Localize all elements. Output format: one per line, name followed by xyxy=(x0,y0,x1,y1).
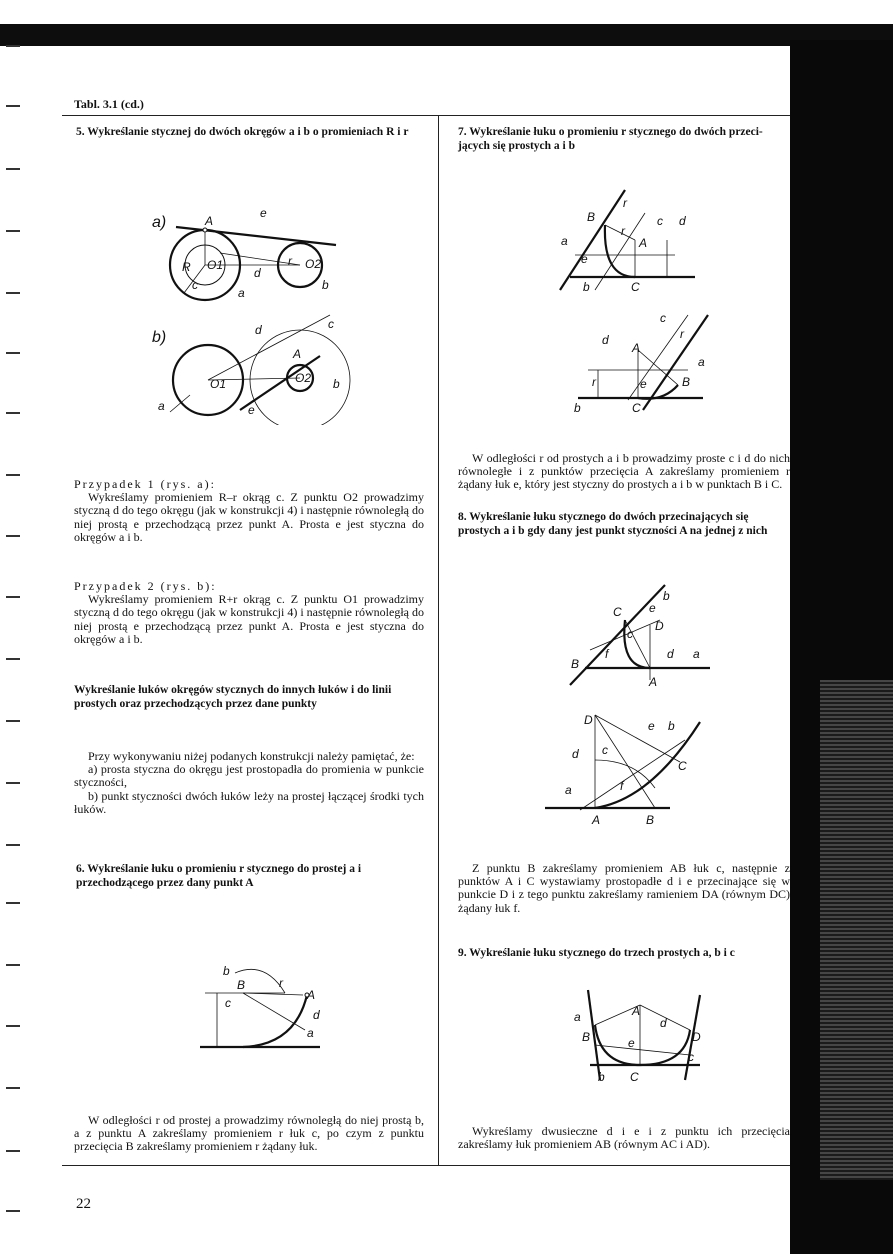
svg-text:B: B xyxy=(646,813,655,825)
svg-text:A: A xyxy=(293,347,302,361)
case-1-text: Wykreślamy promieniem R–r okrąg c. Z punktu O2 prowadzimy styczną d do tego okręgu (jak w konstrukcji 4) i następnie równoległą do niej prostą e przechodzącą przez punkt A. Prosta e jest styczna do okręgów a i b. xyxy=(74,490,424,544)
svg-text:r: r xyxy=(592,375,596,389)
table-title: Tabl. 3.1 (cd.) xyxy=(74,97,144,111)
svg-text:e: e xyxy=(260,206,267,220)
section-9-heading: 9. Wykreślanie łuku stycznego do trzech prostych a, b i c xyxy=(458,947,735,959)
svg-text:O1: O1 xyxy=(207,258,224,272)
svg-text:c: c xyxy=(660,311,666,325)
svg-text:A: A xyxy=(632,1004,641,1018)
svg-text:B: B xyxy=(682,375,691,389)
svg-text:e: e xyxy=(248,403,255,417)
intro-text: Przy wykonywaniu niżej podanych konstrukcji należy pamiętać, że: xyxy=(88,749,415,763)
svg-text:A: A xyxy=(307,988,316,1002)
svg-text:c: c xyxy=(192,278,198,292)
svg-text:f: f xyxy=(605,647,609,661)
svg-text:A: A xyxy=(649,675,658,689)
svg-text:B: B xyxy=(582,1030,591,1044)
section-5-heading: 5. Wykreślanie stycznej do dwóch okręgów a i b o promieniach R i r xyxy=(76,126,409,138)
svg-text:B: B xyxy=(587,210,596,224)
svg-text:D: D xyxy=(655,619,664,633)
svg-text:b: b xyxy=(322,278,329,292)
figure-8a xyxy=(565,580,715,690)
fig5a-label: a) xyxy=(152,214,167,231)
svg-text:A: A xyxy=(205,214,214,228)
section-6-text: W odległości r od prostej a prowadzimy równoległą do niej prostą b, a z punktu A zakreślamy promieniem r łuk c, po czym z punktu przecięcia B zakreślamy promieniem r żądany łuk. xyxy=(74,1113,424,1154)
case-2 xyxy=(74,580,424,646)
svg-text:R: R xyxy=(182,260,191,274)
svg-text:C: C xyxy=(630,1070,639,1084)
table-top-rule xyxy=(62,115,790,116)
figure-8b xyxy=(540,700,710,825)
svg-text:r: r xyxy=(680,327,684,341)
svg-text:e: e xyxy=(648,719,655,733)
column-divider xyxy=(438,115,439,1165)
section-7-heading: 7. Wykreślanie łuku o promieniu r stycznego do dwóch przeci- jących się prostych a i b xyxy=(458,126,763,152)
svg-text:c: c xyxy=(688,1050,694,1064)
section-6-heading: 6. Wykreślanie łuku o promieniu r stycznego do prostej a i przechodzącego przez dany punkt A xyxy=(76,863,362,889)
svg-text:c: c xyxy=(328,317,334,331)
svg-text:B: B xyxy=(571,657,580,671)
svg-text:A: A xyxy=(632,341,641,355)
svg-text:d: d xyxy=(602,333,609,347)
section-8-heading: 8. Wykreślanie łuku stycznego do dwóch przecinających się prostych a i b gdy dany jest punkt styczności A na jednej z nich xyxy=(458,511,768,537)
figure-9 xyxy=(570,985,720,1085)
svg-text:e: e xyxy=(581,252,588,266)
svg-text:C: C xyxy=(678,759,687,773)
svg-text:b: b xyxy=(668,719,675,733)
binding-marks xyxy=(0,40,24,1220)
fig5b-label: b) xyxy=(152,329,167,346)
svg-text:d: d xyxy=(254,266,261,280)
page-number: 22 xyxy=(76,1196,91,1212)
svg-text:c: c xyxy=(602,743,608,757)
figure-7b xyxy=(568,310,718,420)
svg-text:A: A xyxy=(639,236,648,250)
figure-7a xyxy=(555,185,705,295)
svg-text:c: c xyxy=(627,627,633,641)
svg-text:e: e xyxy=(640,377,647,391)
figure-6 xyxy=(195,955,335,1055)
svg-text:r: r xyxy=(279,976,283,990)
svg-text:a: a xyxy=(561,234,568,248)
svg-text:e: e xyxy=(628,1036,635,1050)
svg-text:C: C xyxy=(631,280,640,294)
case-1-title: Przypadek 1 (rys. a): xyxy=(74,477,216,491)
svg-text:c: c xyxy=(657,214,663,228)
svg-text:C: C xyxy=(613,605,622,619)
section-8-text: Z punktu B zakreślamy promieniem AB łuk c, następnie z punktów A i C wystawiamy prostopadłe d i e przecinające się w punkcie D i z tego punktu zakreślamy ramieniem DA (równym DC) żądany łuk f. xyxy=(458,861,790,915)
svg-text:r: r xyxy=(621,224,625,238)
svg-text:D: D xyxy=(584,713,593,727)
svg-text:r: r xyxy=(623,196,627,210)
svg-text:B: B xyxy=(237,978,246,992)
table-bottom-rule xyxy=(62,1165,790,1166)
svg-text:e: e xyxy=(649,601,656,615)
intro-note-b: b) punkt styczności dwóch łuków leży na prostej łączącej środki tych łuków. xyxy=(74,788,424,816)
scan-right-edge xyxy=(790,40,893,1254)
svg-text:d: d xyxy=(572,747,579,761)
svg-text:b: b xyxy=(223,964,230,978)
case-2-title: Przypadek 2 (rys. b): xyxy=(74,579,217,593)
svg-text:a: a xyxy=(238,286,245,300)
case-1 xyxy=(74,478,424,544)
svg-text:C: C xyxy=(632,401,641,415)
svg-text:O2: O2 xyxy=(295,371,312,385)
svg-text:D: D xyxy=(692,1030,701,1044)
svg-text:a: a xyxy=(158,399,165,413)
svg-text:d: d xyxy=(313,1008,320,1022)
svg-text:a: a xyxy=(307,1026,314,1040)
svg-text:f: f xyxy=(620,779,624,793)
intro-note-a: a) prosta styczna do okręgu jest prostopadła do promienia w punkcie styczności, xyxy=(74,762,424,790)
svg-text:a: a xyxy=(574,1010,581,1024)
svg-text:c: c xyxy=(225,996,231,1010)
svg-text:b: b xyxy=(663,589,670,603)
svg-text:d: d xyxy=(255,323,262,337)
svg-text:b: b xyxy=(583,280,590,294)
section-9-text: Wykreślamy dwusieczne d i e i z punktu ich przecięcia zakreślamy łuk promieniem AB (równym AC i AD). xyxy=(458,1124,790,1152)
svg-text:a: a xyxy=(698,355,705,369)
svg-text:b: b xyxy=(598,1070,605,1084)
svg-text:O2: O2 xyxy=(305,257,322,271)
figure-5b xyxy=(150,310,360,425)
section-arcs-heading: Wykreślanie łuków okręgów stycznych do innych łuków i do linii prostych oraz przechodzących przez dane punkty xyxy=(74,684,392,710)
intro-notes xyxy=(74,750,424,816)
figure-5a xyxy=(150,205,350,305)
section-7-text: W odległości r od prostych a i b prowadzimy proste c i d do nich równoległe i z punktów przecięcia A zakreślamy promieniem r żądany łuk e, który jest styczny do prostych a i b w punktach B i C. xyxy=(458,451,790,492)
svg-text:r: r xyxy=(288,254,292,268)
svg-text:b: b xyxy=(574,401,581,415)
case-2-text: Wykreślamy promieniem R+r okrąg c. Z punktu O1 prowadzimy styczną d do tego okręgu (jak w konstrukcji 4) i następnie równoległą do niej prostą e przechodzącą przez punkt A. Prosta e jest styczna do okręgów a i b. xyxy=(74,592,424,646)
svg-text:d: d xyxy=(660,1016,667,1030)
svg-text:d: d xyxy=(667,647,674,661)
svg-text:d: d xyxy=(679,214,686,228)
scan-top-border xyxy=(0,24,893,46)
svg-text:a: a xyxy=(565,783,572,797)
svg-text:O1: O1 xyxy=(210,377,227,391)
svg-text:A: A xyxy=(592,813,601,825)
svg-text:a: a xyxy=(693,647,700,661)
svg-text:b: b xyxy=(333,377,340,391)
